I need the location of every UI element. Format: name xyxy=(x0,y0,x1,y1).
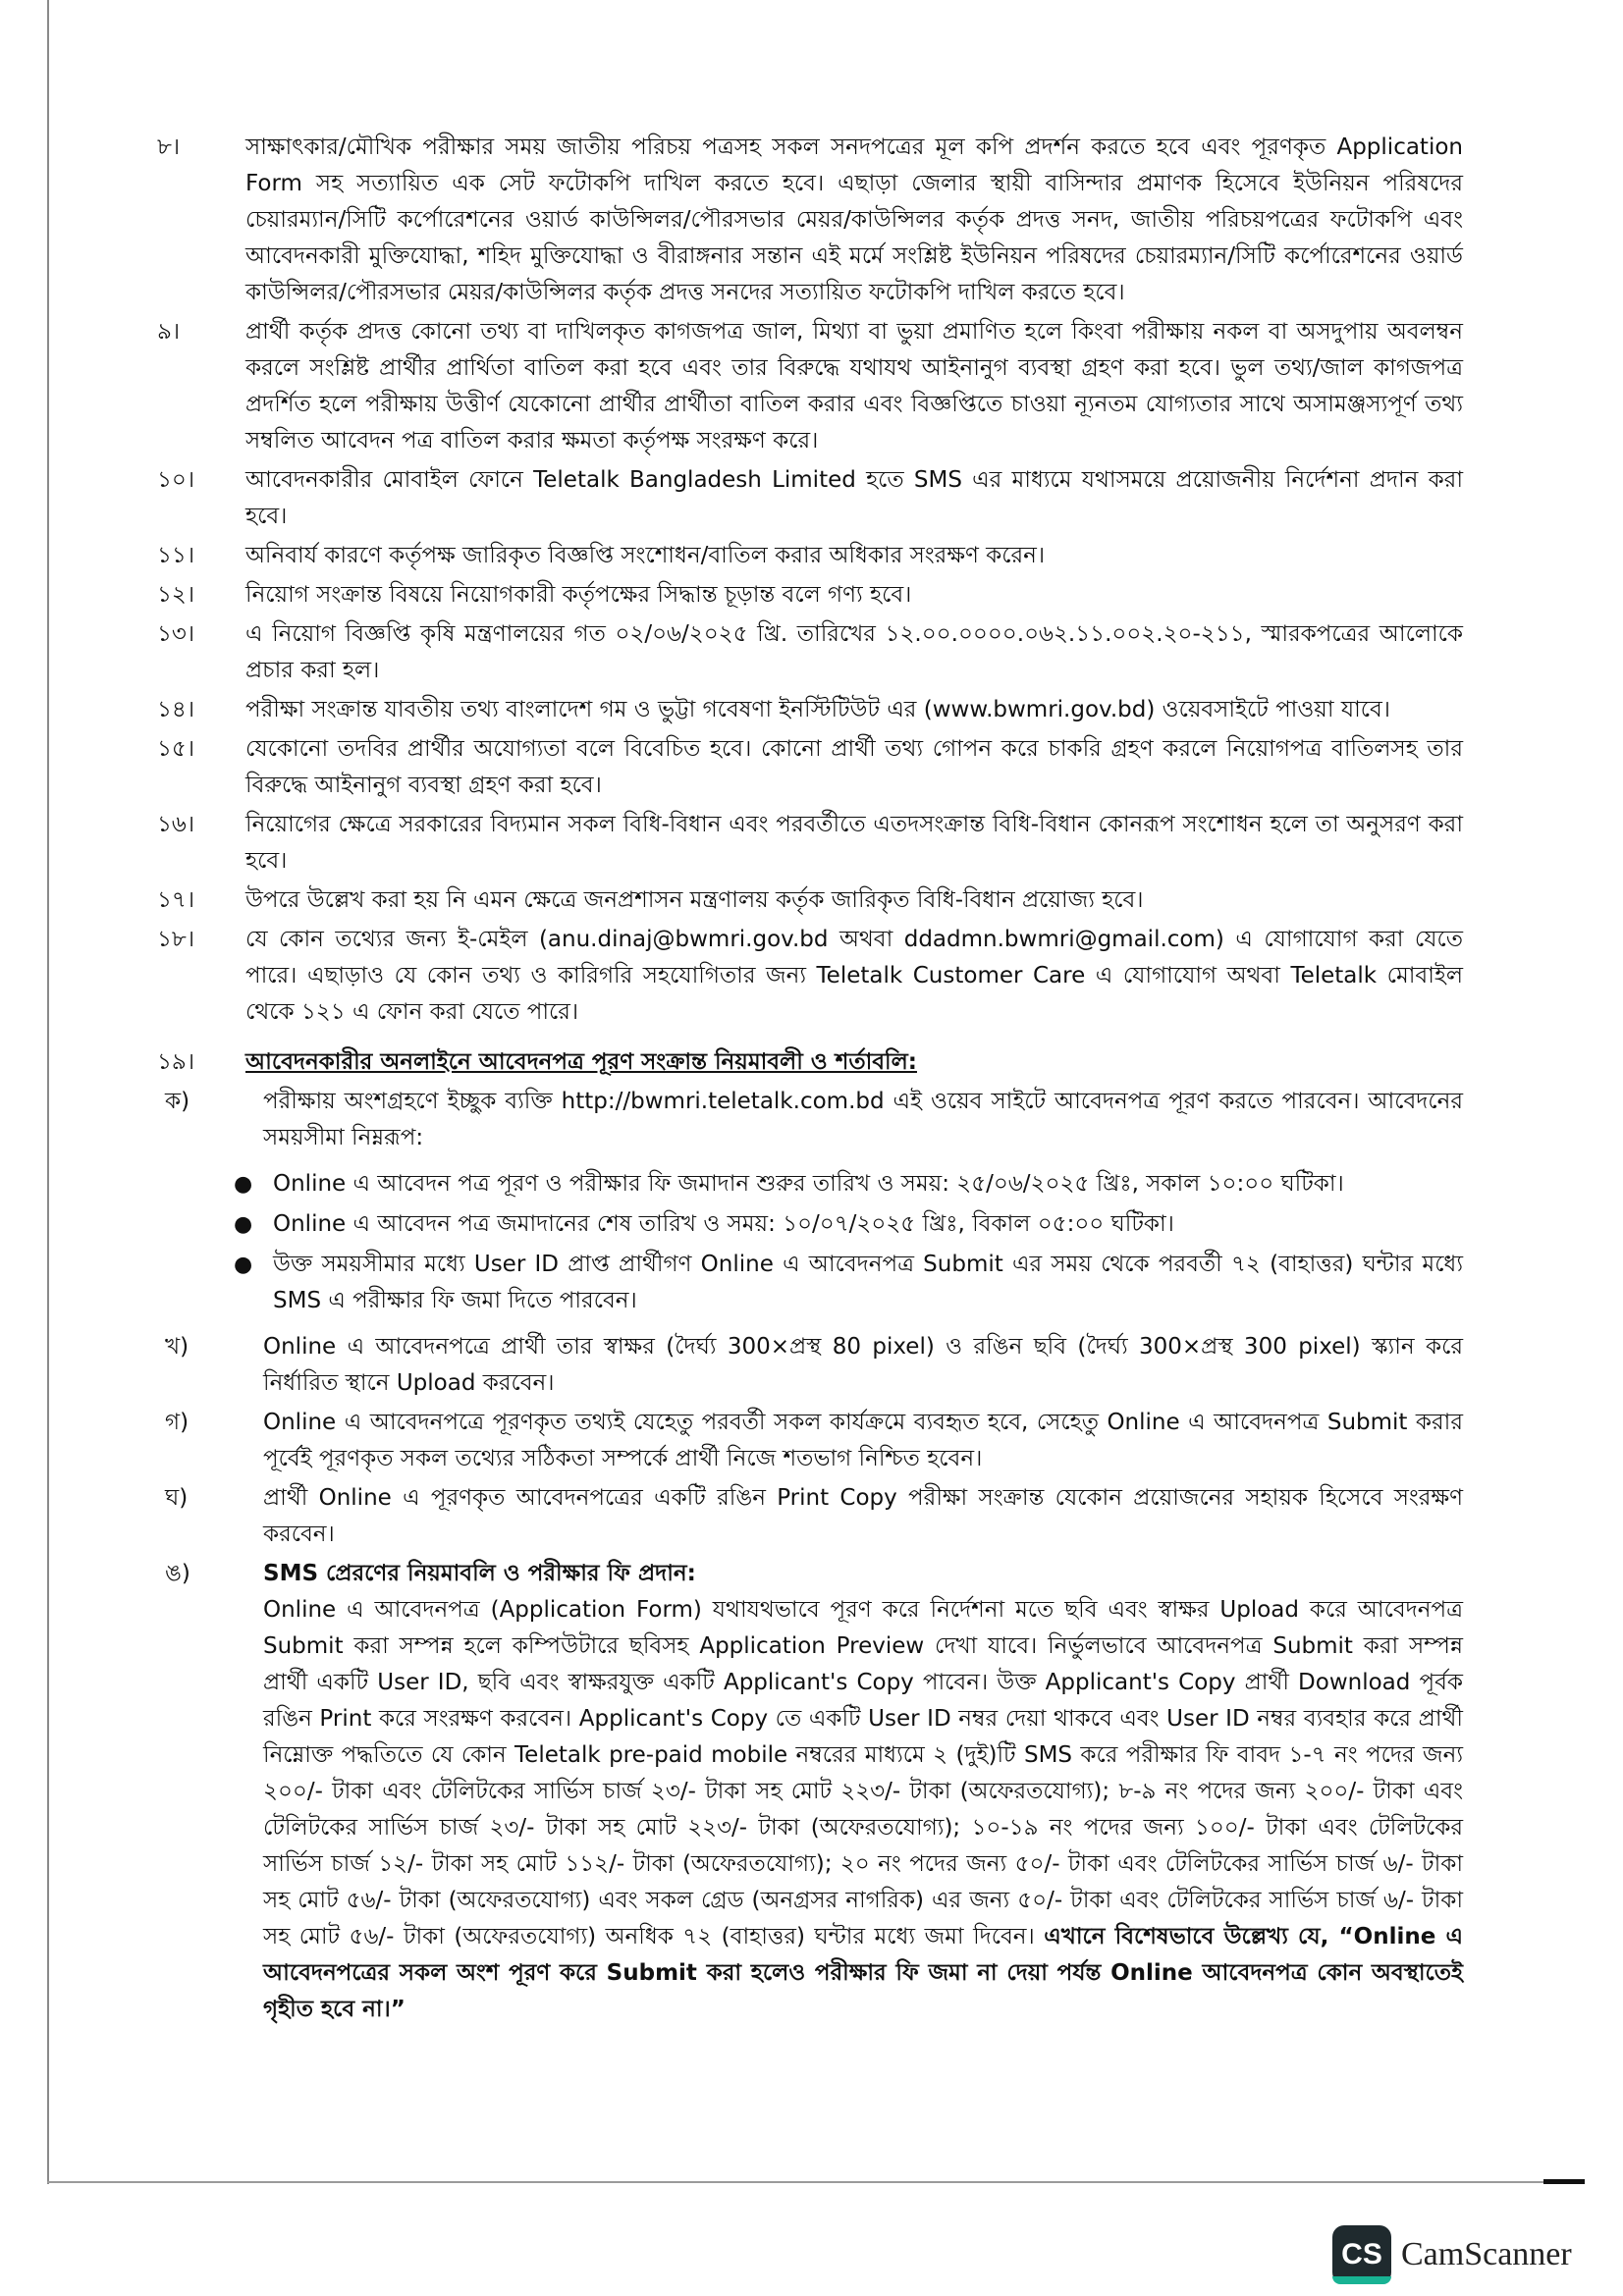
clause-text: উপরে উল্লেখ করা হয় নি এমন ক্ষেত্রে জনপ্রশাসন মন্ত্রণালয় কর্তৃক জারিকৃত বিধি-বিধান প্রয়োজ্য হবে। xyxy=(245,887,1144,913)
clause-number: ১৮। xyxy=(157,927,195,952)
subclause-gha xyxy=(157,1480,1463,1553)
clause-number: ১১। xyxy=(157,543,195,568)
clause-text: অনিবার্য কারণে কর্তৃপক্ষ জারিকৃত বিজ্ঞপ্তি সংশোধন/বাতিল করার অধিকার সংরক্ষণ করেন। xyxy=(245,543,1046,568)
clause-number: ১৩। xyxy=(157,621,195,647)
clause-16 xyxy=(157,807,1463,880)
subclause-text: Online এ আবেদনপত্রে প্রার্থী তার স্বাক্ষর (দৈর্ঘ্য 300×প্রস্থ 80 pixel) ও রঙিন ছবি (দৈর্ঘ্য 300×প্রস্থ 300 pixel) স্ক্যান করে নির্ধারিত স্থানে Upload করবেন। xyxy=(263,1334,1463,1396)
list-item-text: Online এ আবেদন পত্র জমাদানের শেষ তারিখ ও সময়: ১০/০৭/২০২৫ খ্রিঃ, বিকাল ০৫:০০ ঘটিকা। xyxy=(273,1211,1174,1237)
camscanner-label: CamScanner xyxy=(1401,2236,1572,2272)
bullet-icon: ● xyxy=(234,1253,253,1277)
clause-text: এ নিয়োগ বিজ্ঞপ্তি কৃষি মন্ত্রণালয়ের গত ০২/০৬/২০২৫ খ্রি. তারিখের ১২.০০.০০০০.০৬২.১১.০০২.২০-২১১, স্মারকপত্রের আলোকে প্রচার করা হল। xyxy=(245,621,1463,683)
subclause-text: প্রার্থী Online এ পূরণকৃত আবেদনপত্রের একটি রঙিন Print Copy পরীক্ষা সংক্রান্ত যেকোন প্রয়োজনের সহায়ক হিসেবে সংরক্ষণ করবেন। xyxy=(263,1485,1463,1547)
subclause-text: পরীক্ষায় অংশগ্রহণে ইচ্ছুক ব্যক্তি http://bwmri.teletalk.com.bd এই ওয়েব সাইটে আবেদনপত্র পূরণ করতে পারবেন। আবেদনের সময়সীমা নিম্নরূপ: xyxy=(263,1089,1463,1150)
clause-number: ১৪। xyxy=(157,697,195,722)
left-border-line xyxy=(47,0,49,2184)
bullet-icon: ● xyxy=(234,1212,253,1237)
clause-text: সাক্ষাৎকার/মৌখিক পরীক্ষার সময় জাতীয় পরিচয় পত্রসহ সকল সনদপত্রের মূল কপি প্রদর্শন করতে হবে এবং পূরণকৃত Application Form সহ সত্যায়িত এক সেট ফটোকপি দাখিল করতে হবে। এছাড়া জেলার স্থায়ী বাসিন্দার প্রমাণক হিসেবে ইউনিয়ন পরিষদের চেয়ারম্যান/সিটি কর্পোরেশনের ওয়ার্ড কাউন্সিলর/পৌরসভার মেয়র/কাউন্সিলর কর্তৃক প্রদত্ত সনদ, জাতীয় পরিচয়পত্রের ফটোকপি এবং আবেদনকারী মুক্তিযোদ্ধা, শহিদ মুক্তিযোদ্ধা ও বীরাঙ্গনার সন্তান এই মর্মে সংশ্লিষ্ট ইউনিয়ন পরিষদের চেয়ারম্যান/সিটি কর্পোরেশনের ওয়ার্ড কাউন্সিলর/পৌরসভার মেয়র/কাউন্সিলর কর্তৃক প্রদত্ত সনদের সত্যায়িত ফটোকপি দাখিল করতে হবে। xyxy=(245,134,1463,305)
clause-18 xyxy=(157,922,1463,1031)
clause-14 xyxy=(157,692,1463,728)
bottom-border-line xyxy=(47,2181,1584,2183)
clause-number: ১৬। xyxy=(157,812,195,837)
list-item xyxy=(234,1166,1463,1202)
clause-9 xyxy=(157,314,1463,459)
clause-11 xyxy=(157,538,1463,574)
list-item-text: Online এ আবেদন পত্র পূরণ ও পরীক্ষার ফি জমাদান শুরুর তারিখ ও সময়: ২৫/০৬/২০২৫ খ্রিঃ, সকাল ১০:০০ ঘটিকা। xyxy=(273,1171,1344,1197)
subclause-uma xyxy=(157,1556,1463,2028)
clause-number: ১৫। xyxy=(157,736,195,762)
clause-text: যে কোন তথ্যের জন্য ই-মেইল (anu.dinaj@bwmri.gov.bd অথবা ddadmn.bwmri@gmail.com) এ যোগাযোগ করা যেতে পারে। এছাড়াও যে কোন তথ্য ও কারিগরি সহযোগিতার জন্য Teletalk Customer Care এ যোগাযোগ অথবা Teletalk মোবাইল থেকে ১২১ এ ফোন করা যেতে পারে। xyxy=(245,927,1463,1025)
clause-text: প্রার্থী কর্তৃক প্রদত্ত কোনো তথ্য বা দাখিলকৃত কাগজপত্র জাল, মিথ্যা বা ভুয়া প্রমাণিত হলে কিংবা পরীক্ষায় নকল বা অসদুপায় অবলম্বন করলে সংশ্লিষ্ট প্রার্থীর প্রার্থিতা বাতিল করা হবে এবং তার বিরুদ্ধে যথাযথ আইনানুগ ব্যবস্থা গ্রহণ করা হবে। ভুল তথ্য/জাল কাগজপত্র প্রদর্শিত হলে পরীক্ষায় উত্তীর্ণ যেকোনো প্রার্থীর প্রার্থীতা বাতিল করার এবং বিজ্ঞপ্তিতে চাওয়া ন্যূনতম যোগ্যতার সাথে অসামঞ্জস্যপূর্ণ তথ্য সম্বলিত আবেদন পত্র বাতিল করার ক্ষমতা কর্তৃপক্ষ সংরক্ষণ করে। xyxy=(245,319,1463,454)
clause-number: ১৭। xyxy=(157,887,195,913)
clause-17 xyxy=(157,882,1463,919)
camscanner-badge-label: CS xyxy=(1341,2238,1382,2270)
clause-text: নিয়োগ সংক্রান্ত বিষয়ে নিয়োগকারী কর্তৃপক্ষের সিদ্ধান্ত চূড়ান্ত বলে গণ্য হবে। xyxy=(245,582,912,608)
clause-10 xyxy=(157,462,1463,535)
sms-fee-emphasis: এখানে বিশেষভাবে উল্লেখ্য যে, “Online এ আবেদনপত্রের সকল অংশ পূরণ করে Submit করা হলেও পরীক্ষার ফি জমা না দেয়া পর্যন্ত Online আবেদনপত্র কোন অবস্থাতেই গৃহীত হবে না।” xyxy=(263,1924,1464,2022)
clause-number: ৮। xyxy=(157,134,181,160)
clause-text: পরীক্ষা সংক্রান্ত যাবতীয় তথ্য বাংলাদেশ গম ও ভুট্টা গবেষণা ইনস্টিটিউট এর (www.bwmri.gov.bd) ওয়েবসাইটে পাওয়া যাবে। xyxy=(245,697,1391,722)
subclause-number: গ) xyxy=(165,1410,189,1435)
bottom-border-mark xyxy=(1543,2179,1585,2184)
list-item xyxy=(234,1206,1463,1243)
bullet-icon: ● xyxy=(234,1172,253,1197)
sms-fee-text: Online এ আবেদনপত্র (Application Form) যথাযথভাবে পূরণ করে নির্দেশনা মতে ছবি এবং স্বাক্ষর Upload করে আবেদনপত্র Submit করা সম্পন্ন হলে কম্পিউটারে ছবিসহ Application Preview দেখা যাবে। নির্ভুলভাবে আবেদনপত্র Submit করা সম্পন্ন প্রার্থী একটি User ID, ছবি এবং স্বাক্ষরযুক্ত একটি Applicant's Copy পাবেন। উক্ত Applicant's Copy প্রার্থী Download পূর্বক রঙিন Print করে সংরক্ষণ করবেন। Applicant's Copy তে একটি User ID নম্বর দেয়া থাকবে এবং User ID নম্বর ব্যবহার করে প্রার্থী নিম্নোক্ত পদ্ধতিতে যে কোন Teletalk pre-paid mobile নম্বরের মাধ্যমে ২ (দুই)টি SMS করে পরীক্ষার ফি বাবদ ১-৭ নং পদের জন্য ২০০/- টাকা এবং টেলিটকের সার্ভিস চার্জ ২৩/- টাকা সহ মোট ২২৩/- টাকা (অফেরতযোগ্য); ৮-৯ নং পদের জন্য ২০০/- টাকা এবং টেলিটকের সার্ভিস চার্জ ২৩/- টাকা সহ মোট ২২৩/- টাকা (অফেরতযোগ্য); ১০-১৯ নং পদের জন্য ১০০/- টাকা এবং টেলিটকের সার্ভিস চার্জ ১২/- টাকা সহ মোট ১১২/- টাকা (অফেরতযোগ্য); ২০ নং পদের জন্য ৫০/- টাকা এবং টেলিটকের সার্ভিস চার্জ ৬/- টাকা সহ মোট ৫৬/- টাকা (অফেরতযোগ্য) এবং সকল গ্রেড (অনগ্রসর নাগরিক) এর জন্য ৫০/- টাকা এবং টেলিটকের সার্ভিস চার্জ ৬/- টাকা সহ মোট ৫৬/- টাকা (অফেরতযোগ্য) অনধিক ৭২ (বাহাত্তর) ঘন্টার মধ্যে জমা দিবেন। xyxy=(263,1597,1463,1949)
clause-12 xyxy=(157,577,1463,614)
subclause-kha xyxy=(157,1329,1463,1402)
clause-number: ১৯। xyxy=(157,1049,195,1075)
subclause-number: ঙ) xyxy=(165,1561,190,1586)
clause-15 xyxy=(157,731,1463,804)
subclause-body xyxy=(263,1556,1463,2028)
clause-text: যেকোনো তদবির প্রার্থীর অযোগ্যতা বলে বিবেচিত হবে। কোনো প্রার্থী তথ্য গোপন করে চাকরি গ্রহণ করলে নিয়োগপত্র বাতিলসহ তার বিরুদ্ধে আইনানুগ ব্যবস্থা গ্রহণ করা হবে। xyxy=(245,736,1463,798)
section-heading: আবেদনকারীর অনলাইনে আবেদনপত্র পূরণ সংক্রান্ত নিয়মাবলী ও শর্তাবলি: xyxy=(245,1049,917,1075)
clause-13 xyxy=(157,616,1463,689)
sms-heading: SMS প্রেরণের নিয়মাবলি ও পরীক্ষার ফি প্রদান: xyxy=(263,1561,696,1586)
list-item-text: উক্ত সময়সীমার মধ্যে User ID প্রাপ্ত প্রার্থীগণ Online এ আবেদনপত্র Submit এর সময় থেকে পরবর্তী ৭২ (বাহাত্তর) ঘন্টার মধ্যে SMS এ পরীক্ষার ফি জমা দিতে পারবেন। xyxy=(273,1252,1463,1313)
list-item xyxy=(234,1247,1463,1319)
subclause-number: ঘ) xyxy=(165,1485,189,1511)
subclause-ga xyxy=(157,1405,1463,1477)
clause-number: ১০। xyxy=(157,467,195,493)
subclause-number: ক) xyxy=(165,1089,190,1114)
clause-text: নিয়োগের ক্ষেত্রে সরকারের বিদ্যমান সকল বিধি-বিধান এবং পরবর্তীতে এতদসংক্রান্ত বিধি-বিধান কোনরূপ সংশোধন হলে তা অনুসরণ করা হবে। xyxy=(245,812,1463,874)
clause-number: ১২। xyxy=(157,582,195,608)
notice-body xyxy=(157,130,1463,2031)
camscanner-watermark xyxy=(1332,2225,1572,2284)
subclause-ka xyxy=(157,1084,1463,1156)
subclause-number: খ) xyxy=(165,1334,189,1360)
clause-number: ৯। xyxy=(157,319,181,345)
camscanner-logo-icon xyxy=(1332,2225,1391,2284)
subclause-text: Online এ আবেদনপত্রে পূরণকৃত তথ্যই যেহেতু পরবর্তী সকল কার্যক্রমে ব্যবহৃত হবে, সেহেতু Online এ আবেদনপত্র Submit করার পূর্বেই পূরণকৃত সকল তথ্যের সঠিকতা সম্পর্কে প্রার্থী নিজে শতভাগ নিশ্চিত হবেন। xyxy=(263,1410,1463,1471)
clause-text: আবেদনকারীর মোবাইল ফোনে Teletalk Bangladesh Limited হতে SMS এর মাধ্যমে যথাসময়ে প্রয়োজনীয় নির্দেশনা প্রদান করা হবে। xyxy=(245,467,1463,529)
deadline-list xyxy=(234,1166,1463,1319)
clause-19 xyxy=(157,1044,1463,1081)
clause-8 xyxy=(157,130,1463,311)
